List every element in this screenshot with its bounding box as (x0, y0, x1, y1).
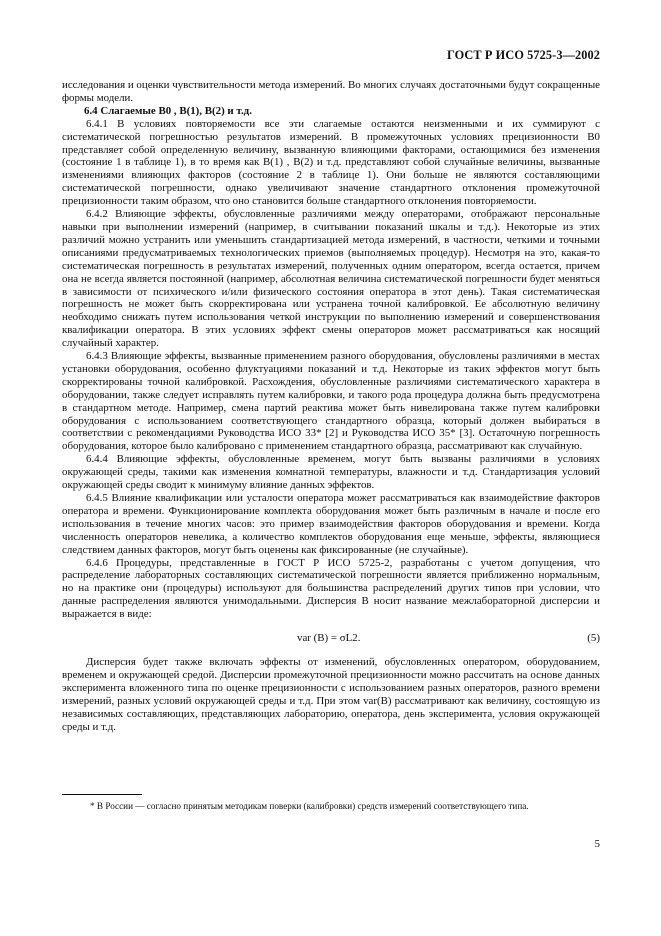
paragraph-6-4-5: 6.4.5 Влияние квалификации или усталости оператора может рассматриваться как взаимодействие факторов оператора и времени. Функционирование комплекта оборудования может быть различным в начале и после его использования в течение многих часов: это пример взаимодействия факторов оборудования и времени. Когда численность операторов невелика, а количество комплектов оборудования еще меньше, эффекты, являющиеся следствием данных факторов, могут быть оценены как фиксированные (не случайные). (62, 492, 600, 556)
paragraph-6-4-4: 6.4.4 Влияющие эффекты, обусловленные временем, могут быть вызваны различиями в условиях окружающей среды, такими как изменения комнатной температуры, влажности и т.д. Стандартизация условий окружающей среды сводит к минимуму влияние данных эффектов. (62, 453, 600, 492)
section-6-4-title: 6.4 Слагаемые B0 , B(1), B(2) и т.д. (84, 104, 252, 117)
paragraph-6-4-3: 6.4.3 Влияющие эффекты, вызванные применением разного оборудования, обусловлены различиями в местах установки оборудования, особенно флуктуациями показаний и т.д. Некоторые из таких эффектов могут быть скорректированы точной калибровкой. Расхождения, обусловленные различиями систематического характера в оборудовании, также следует исправлять путем калибровки, и такого рода процедура должна быть предусмотрена в стандартном методе. Например, смена партий реактива может быть нивелирована также путем калибровки оборудования с использованием соответствующего стандартного образца, который должен выбираться в соответствии с рекомендациями Руководства ИСО 33* [2] и Руководства ИСО 35* [3]. Остаточную погрешность оборудования, которое было калибровано с применением стандартного образца, рассматривают как случайную. (62, 350, 600, 453)
paragraph-6-4-1: 6.4.1 В условиях повторяемости все эти слагаемые остаются неизменными и их суммируют с систематической погрешностью результатов измерений. В промежуточных условиях прецизионности B0 представляет собой определенную величину, вызванную влияющими факторами, остающимися без изменения (состояние 1 в таблице 1), в то время как B(1) , B(2) и т.д. представляют собой случайные величины, вызванные изменениями влияющих факторов (состояние 2 в таблице 1). Они больше не являются составляющими систематической погрешности, однако увеличивают значение стандартного отклонения промежуточной прецизионности таким образом, что оно становится больше стандартного отклонения повторяемости. (62, 117, 600, 208)
paragraph-after-formula: Дисперсия будет также включать эффекты от изменений, обусловленных оператором, оборудованием, временем и окружающей средой. Дисперсии промежуточной прецизионности можно рассчитать на основе данных эксперимента вложенного типа по оценке прецизионности с использованием разных операторов, разного времени измерений, разных условий окружающей среды и т.д. При этом var(B) рассматривают как величину, состоящую из независимых составляющих, представляющих лабораторию, оператора, день эксперимента, условия окружающей среды и т.д. (62, 656, 600, 733)
paragraph-6-4-2: 6.4.2 Влияющие эффекты, обусловленные различиями между операторами, отображают персональные навыки при выполнении измерений (например, в считывании показаний шкалы и т.д.). Некоторые из этих различий можно устранить или уменьшить стандартизацией метода измерений, в частности, четкими и точными описаниями предусматриваемых технологических приемов (выполняемых процедур). Несмотря на это, какая-то систематическая погрешность в результатах измерений, полученных одним оператором, всегда остается, причем она не всегда является постоянной (например, абсолютная величина систематической погрешности будет меняться в зависимости от психического и/или физического состояния оператора в этот день). Такая систематическая погрешность не может быть скорректирована или устранена точной калибровкой. Ее абсолютную величину необходимо снижать путем использования четкой инструкции по выполнению измерений и совершенствования квалификации оператора. В этих условиях эффект смены операторов может рассматриваться как носящий случайный характер. (62, 208, 600, 350)
paragraph-6-4-6: 6.4.6 Процедуры, представленные в ГОСТ Р ИСО 5725-2, разработаны с учетом допущения, что распределение лабораторных составляющих систематической погрешности является приближенно нормальным, но на практике они (процедуры) используют для большинства распределений других типов при условии, что данные распределения являются унимодальными. Дисперсия B носит название межлабораторной дисперсии и выражается в виде: (62, 556, 600, 621)
document-body (62, 79, 600, 734)
footnote: * В России — согласно принятым методикам поверки (калибровки) средств измерений соответствующего типа. (90, 801, 529, 811)
intro-paragraph: исследования и оценки чувствительности метода измерений. Во многих случаях достаточными будут сокращенные формы модели. (62, 79, 600, 104)
document-page (62, 0, 600, 936)
formula-number: (5) (587, 632, 600, 645)
footnote-divider (62, 794, 142, 795)
document-header: ГОСТ Р ИСО 5725-3—2002 (447, 48, 600, 62)
formula-5 (62, 624, 600, 654)
formula-expression: var (B) = σL2. (297, 632, 361, 645)
page-number: 5 (594, 838, 600, 850)
